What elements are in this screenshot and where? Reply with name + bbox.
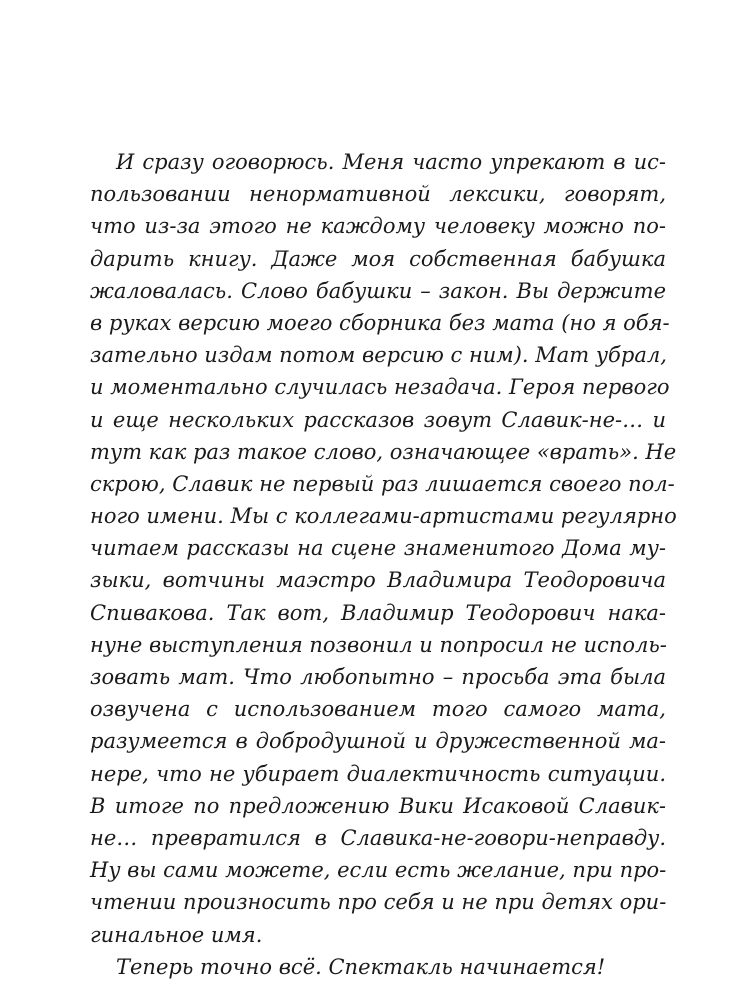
text-line: читаем рассказы на сцене знаменитого Дома му-: [90, 536, 666, 561]
text-line: зательно издам потом версию с ним). Мат убрал,: [90, 343, 667, 368]
text-line: Теперь точно всё. Спектакль начинается!: [116, 954, 606, 979]
text-line: и еще нескольких рассказов зовут Славик-не-… и: [90, 407, 666, 432]
text-line: в руках версию моего сборника без мата (но я обя-: [90, 310, 670, 335]
paragraph-2: [90, 951, 666, 983]
text-line: не… превратился в Славика-не-говори-неправду.: [90, 825, 666, 850]
text-line: тут как раз такое слово, означающее «врать». Не: [90, 439, 677, 464]
text-line: чтении произносить про себя и не при детях ори-: [90, 890, 667, 915]
body-text: [90, 146, 677, 983]
text-line: В итоге по предложению Вики Исаковой Славик-: [90, 793, 666, 818]
text-line: зыки, вотчины маэстро Владимира Теодоровича: [90, 568, 666, 593]
text-line: разумеется в добродушной и дружественной ма-: [90, 729, 666, 754]
text-line: нере, что не убирает диалектичность ситуации.: [90, 761, 666, 786]
text-line: ного имени. Мы с коллегами-артистами регулярно: [90, 504, 677, 529]
text-line: И сразу оговорюсь. Меня часто упрекают в ис-: [116, 150, 666, 174]
text-line: озвучена с использованием того самого мата,: [90, 697, 666, 722]
text-line: жаловалась. Слово бабушки – закон. Вы держите: [90, 278, 666, 303]
text-line: пользовании ненормативной лексики, говорят,: [90, 182, 666, 207]
text-line: зовать мат. Что любопытно – просьба эта была: [90, 665, 666, 689]
text-line: нуне выступления позвонил и попросил не исполь-: [90, 632, 667, 657]
text-line: Ну вы сами можете, если есть желание, при про-: [90, 858, 667, 883]
text-line: скрою, Славик не первый раз лишается своего пол-: [90, 471, 675, 496]
text-line: дарить книгу. Даже моя собственная бабушка: [90, 246, 666, 271]
text-line: и моментально случилась незадача. Героя первого: [90, 375, 670, 400]
paragraph-1: [90, 146, 677, 951]
text-line: гинальное имя.: [90, 922, 263, 947]
text-line: что из-за этого не каждому человеку можно по-: [90, 214, 666, 239]
text-line: Спивакова. Так вот, Владимир Теодорович нака-: [90, 600, 666, 625]
